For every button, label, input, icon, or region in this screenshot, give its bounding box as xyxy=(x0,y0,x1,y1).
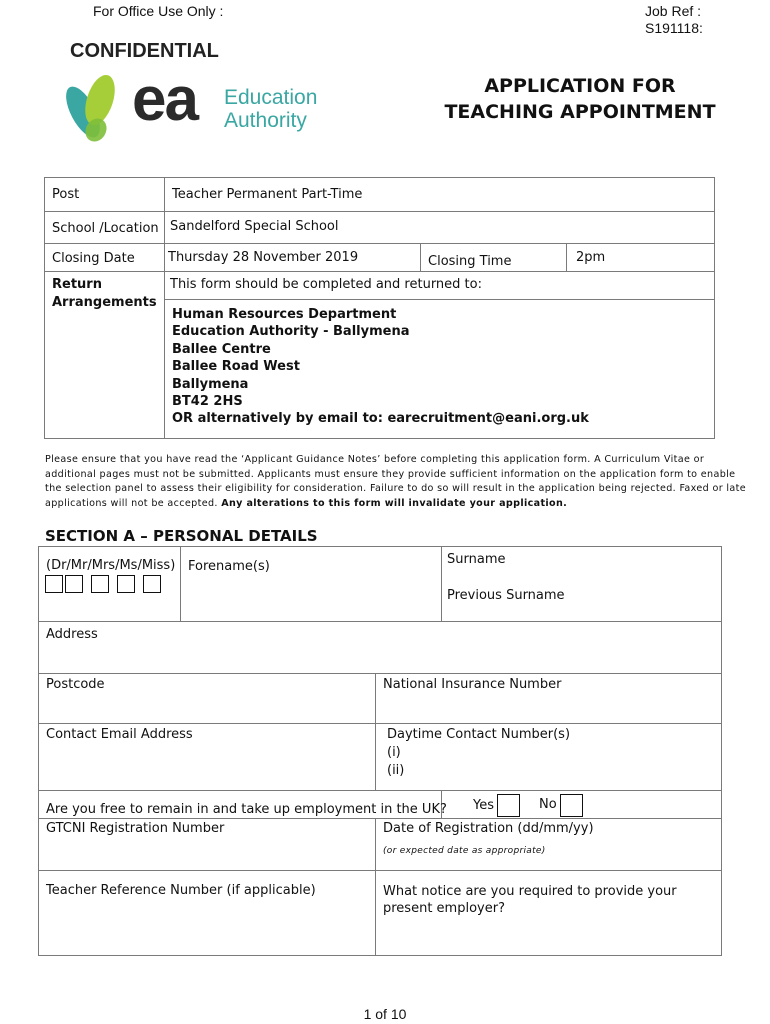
post-label: Post xyxy=(52,187,80,202)
address-line: Human Resources Department xyxy=(172,307,397,322)
daytime-number-ii-label: (ii) xyxy=(387,763,405,778)
surname-label: Surname xyxy=(447,552,506,567)
notice-line: Please ensure that you have read the ‘Applicant Guidance Notes’ before completing this application form. A Curriculum Vitae or xyxy=(45,454,705,465)
notice-line: applications will not be accepted. xyxy=(45,497,218,509)
school-label: School /Location xyxy=(52,221,159,236)
closing-time-value: 2pm xyxy=(576,250,606,265)
previous-surname-label: Previous Surname xyxy=(447,588,565,603)
address-line: Education Authority - Ballymena xyxy=(172,324,410,340)
address-field[interactable] xyxy=(40,643,720,672)
free-to-remain-question: Are you free to remain in and take up employment in the UK? xyxy=(46,802,447,817)
address-line: Ballee Road West xyxy=(172,359,300,375)
address-line: BT42 2HS xyxy=(172,394,243,410)
post-value: Teacher Permanent Part-Time xyxy=(172,187,363,202)
address-email-line: OR alternatively by email to: earecruitment@eani.org.uk xyxy=(172,411,589,427)
job-ref-label: Job Ref : xyxy=(645,3,702,19)
daytime-number-i-label: (i) xyxy=(387,745,401,760)
postcode-field[interactable] xyxy=(40,693,373,722)
page-number: 1 of 10 xyxy=(363,1006,407,1022)
title-dr-checkbox[interactable] xyxy=(45,575,63,593)
title-miss-checkbox[interactable] xyxy=(143,575,161,593)
surname-field[interactable] xyxy=(443,570,719,586)
postcode-label: Postcode xyxy=(46,677,105,692)
leaf-icon xyxy=(58,70,128,146)
gtcni-field[interactable] xyxy=(40,838,373,869)
office-use-label: For Office Use Only : xyxy=(93,3,224,19)
title-ms-checkbox[interactable] xyxy=(117,575,135,593)
school-value: Sandelford Special School xyxy=(170,219,339,234)
title-checkbox-group xyxy=(45,573,161,593)
notice-line: additional pages must not be submitted. Applicants must ensure they provide sufficient information on the application form to enable xyxy=(45,468,736,480)
confidential-label: CONFIDENTIAL xyxy=(70,40,219,62)
title-mr-checkbox[interactable] xyxy=(65,575,83,593)
ea-logo xyxy=(58,65,328,146)
email-label: Contact Email Address xyxy=(46,727,193,742)
closing-date-value: Thursday 28 November 2019 xyxy=(168,250,359,265)
teacher-reference-label: Teacher Reference Number (if applicable) xyxy=(46,883,316,898)
form-title-line1: APPLICATION FOR xyxy=(484,75,676,97)
return-label-1: Return xyxy=(52,277,102,292)
logo-line2: Authority xyxy=(224,109,307,132)
guidance-notice xyxy=(45,453,747,511)
title-label: (Dr/Mr/Mrs/Ms/Miss) xyxy=(46,558,176,573)
teacher-reference-field[interactable] xyxy=(40,900,373,954)
registration-date-note: (or expected date as appropriate) xyxy=(383,846,546,856)
forename-field[interactable] xyxy=(182,548,439,620)
forename-label: Forename(s) xyxy=(188,559,270,574)
notice-warning: Any alterations to this form will invalidate your application. xyxy=(221,497,568,509)
no-checkbox[interactable] xyxy=(560,794,583,817)
title-mrs-checkbox[interactable] xyxy=(91,575,109,593)
registration-date-label: Date of Registration (dd/mm/yy) xyxy=(383,821,594,836)
ni-number-label: National Insurance Number xyxy=(383,677,562,692)
form-title-line2: TEACHING APPOINTMENT xyxy=(444,101,716,123)
email-field[interactable] xyxy=(40,745,373,789)
daytime-number-label: Daytime Contact Number(s) xyxy=(387,727,571,742)
previous-surname-field[interactable] xyxy=(443,604,719,620)
return-address xyxy=(172,306,589,428)
return-intro: This form should be completed and returned to: xyxy=(170,277,482,292)
closing-date-label: Closing Date xyxy=(52,251,135,266)
gtcni-label: GTCNI Registration Number xyxy=(46,821,225,836)
address-line: Ballymena xyxy=(172,376,249,392)
return-label-2: Arrangements xyxy=(52,295,157,310)
no-label: No xyxy=(539,797,557,812)
section-a-heading: SECTION A – PERSONAL DETAILS xyxy=(45,527,318,545)
notice-period-question-line2: present employer? xyxy=(383,901,505,916)
notice-period-question-line1: What notice are you required to provide your xyxy=(383,884,677,899)
ni-number-field[interactable] xyxy=(377,693,720,722)
yes-checkbox[interactable] xyxy=(497,794,520,817)
job-ref-value: S191118: xyxy=(645,20,703,36)
yes-label: Yes xyxy=(473,798,494,813)
logo-line1: Education xyxy=(224,86,318,109)
address-line: Ballee Centre xyxy=(172,341,271,357)
address-label: Address xyxy=(46,627,98,642)
closing-time-label: Closing Time xyxy=(428,254,512,269)
logo-mark: ea xyxy=(132,65,197,134)
notice-line: the selection panel to assess their eligibility for consideration. Failure to do so will result in the application being rejected. Faxed or late xyxy=(45,483,747,494)
